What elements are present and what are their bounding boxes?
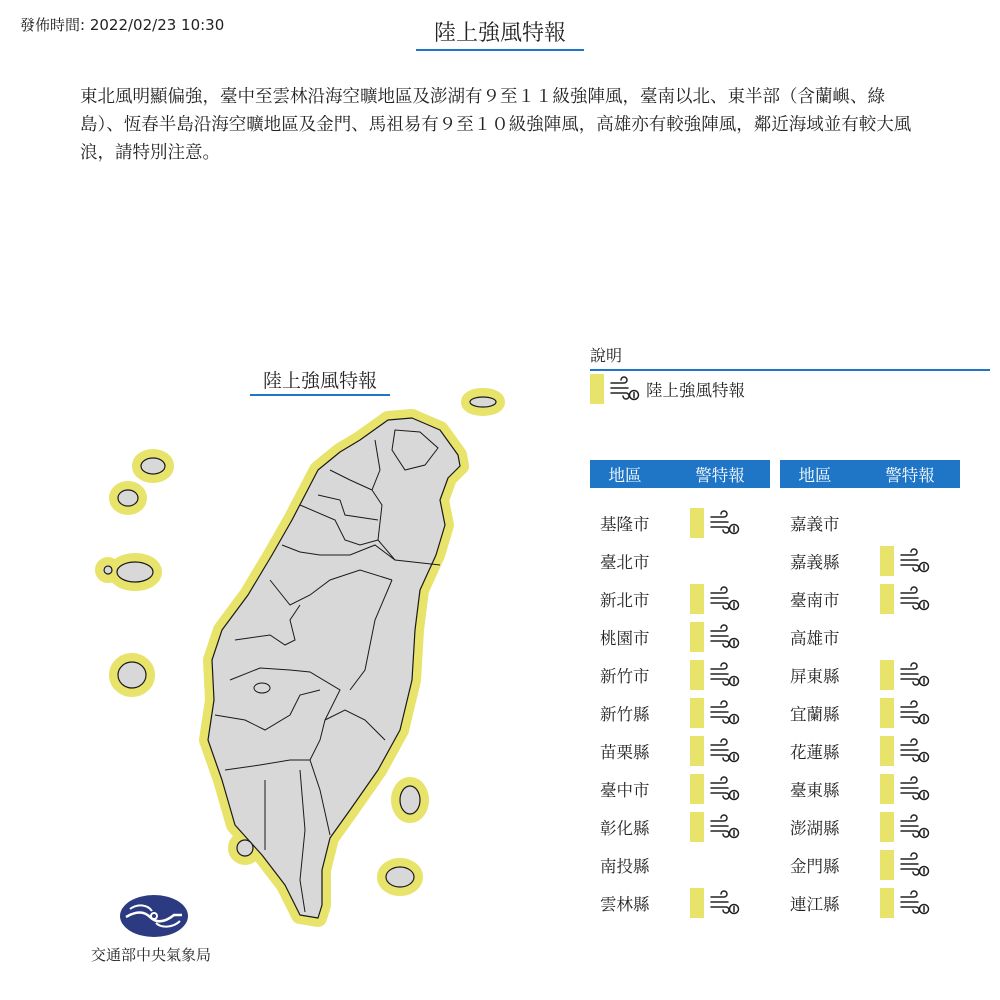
wind-warning-icon [898, 586, 930, 612]
wind-warning-icon [708, 510, 740, 536]
warning-swatch [690, 774, 704, 804]
region-name: 澎湖縣 [790, 819, 840, 838]
region-name: 雲林縣 [600, 895, 650, 914]
table-row [590, 732, 770, 770]
header-warning: 警特報 [885, 466, 935, 485]
warning-swatch [690, 812, 704, 842]
wind-warning-icon [898, 890, 930, 916]
table-row [780, 580, 960, 618]
region-name: 嘉義市 [790, 515, 840, 534]
warning-marker [880, 660, 930, 690]
warning-swatch [880, 698, 894, 728]
table-row [590, 618, 770, 656]
wind-warning-icon [608, 376, 640, 402]
region-name: 嘉義縣 [790, 553, 840, 572]
region-name: 基隆市 [600, 515, 650, 534]
legend-item [590, 374, 745, 404]
table-row [590, 808, 770, 846]
table-row [780, 846, 960, 884]
warning-swatch [690, 660, 704, 690]
wind-warning-icon [898, 662, 930, 688]
table-row [780, 694, 960, 732]
table-row [780, 656, 960, 694]
warning-marker [690, 584, 740, 614]
region-name: 臺中市 [600, 781, 650, 800]
region-rows [780, 504, 960, 922]
cwb-logo [118, 893, 190, 939]
issue-time: 發佈時間: 2022/02/23 10:30 [20, 16, 225, 34]
region-name: 宜蘭縣 [790, 705, 840, 724]
warning-swatch [590, 374, 604, 404]
wind-warning-icon [898, 548, 930, 574]
wind-warning-icon [708, 700, 740, 726]
warning-marker [880, 850, 930, 880]
warning-marker [880, 546, 930, 576]
region-name: 南投縣 [600, 857, 650, 876]
region-name: 臺北市 [600, 553, 650, 572]
header-region: 地區 [608, 466, 642, 485]
warning-marker [880, 812, 930, 842]
warning-marker [690, 888, 740, 918]
warning-marker [880, 888, 930, 918]
wind-warning-icon [708, 776, 740, 802]
region-name: 新竹市 [600, 667, 650, 686]
table-row [780, 504, 960, 542]
warning-swatch [880, 584, 894, 614]
region-name: 金門縣 [790, 857, 840, 876]
header-region: 地區 [798, 466, 832, 485]
table-row [780, 618, 960, 656]
table-row [590, 846, 770, 884]
region-name: 新北市 [600, 591, 650, 610]
warning-swatch [880, 546, 894, 576]
region-name: 桃園市 [600, 629, 650, 648]
table-row [590, 504, 770, 542]
region-rows [590, 504, 770, 922]
table-row [590, 770, 770, 808]
warning-description: 東北風明顯偏強，臺中至雲林沿海空曠地區及澎湖有９至１１級強陣風，臺南以北、東半部（含蘭嶼、綠島）、恆春半島沿海空曠地區及金門、馬祖易有９至１０級強陣風，高雄亦有較強陣風，鄰近海域並有較大風浪，請特別注意。 [80, 87, 912, 163]
warning-swatch [690, 698, 704, 728]
legend-label: 陸上強風特報 [646, 381, 745, 400]
warning-swatch [880, 736, 894, 766]
warning-marker [880, 698, 930, 728]
warning-swatch [690, 888, 704, 918]
page-title: 陸上強風特報 [416, 16, 584, 51]
wind-warning-icon [898, 852, 930, 878]
table-row [590, 694, 770, 732]
warning-swatch [690, 622, 704, 652]
region-name: 臺東縣 [790, 781, 840, 800]
warning-swatch [880, 812, 894, 842]
region-table-left [590, 460, 770, 922]
region-name: 屏東縣 [790, 667, 840, 686]
region-name: 高雄市 [790, 629, 840, 648]
region-name: 臺南市 [790, 591, 840, 610]
warning-swatch [690, 584, 704, 614]
wind-warning-icon [708, 890, 740, 916]
warning-marker [690, 774, 740, 804]
region-table-right [780, 460, 960, 922]
legend-title: 說明 [590, 343, 990, 371]
warning-swatch [880, 850, 894, 880]
region-name: 新竹縣 [600, 705, 650, 724]
region-name: 花蓮縣 [790, 743, 840, 762]
warning-swatch [690, 508, 704, 538]
region-name: 連江縣 [790, 895, 840, 914]
warning-swatch [880, 660, 894, 690]
wind-warning-icon [708, 662, 740, 688]
table-row [780, 542, 960, 580]
warning-marker [690, 508, 740, 538]
table-row [590, 884, 770, 922]
warning-marker [690, 736, 740, 766]
wind-warning-icon [708, 738, 740, 764]
warning-marker [690, 812, 740, 842]
warning-marker [690, 622, 740, 652]
table-row [780, 808, 960, 846]
table-header [780, 460, 960, 488]
table-header [590, 460, 770, 488]
warning-marker [880, 584, 930, 614]
region-name: 彰化縣 [600, 819, 650, 838]
warning-marker [880, 774, 930, 804]
table-row [590, 580, 770, 618]
table-row [780, 732, 960, 770]
warning-swatch [880, 888, 894, 918]
table-row [590, 656, 770, 694]
taiwan-warning-map [95, 385, 515, 930]
wind-warning-icon [708, 624, 740, 650]
region-name: 苗栗縣 [600, 743, 650, 762]
warning-swatch [690, 736, 704, 766]
agency-name: 交通部中央氣象局 [90, 946, 211, 964]
warning-marker [690, 698, 740, 728]
wind-warning-icon [898, 776, 930, 802]
map-title: 陸上強風特報 [250, 366, 390, 396]
warning-marker [690, 660, 740, 690]
table-row [780, 770, 960, 808]
wind-warning-icon [708, 586, 740, 612]
wind-warning-icon [898, 738, 930, 764]
wind-warning-icon [708, 814, 740, 840]
warning-swatch [880, 774, 894, 804]
wind-warning-icon [898, 700, 930, 726]
table-row [780, 884, 960, 922]
header-warning: 警特報 [695, 466, 745, 485]
table-row [590, 542, 770, 580]
warning-marker [880, 736, 930, 766]
wind-warning-icon [898, 814, 930, 840]
